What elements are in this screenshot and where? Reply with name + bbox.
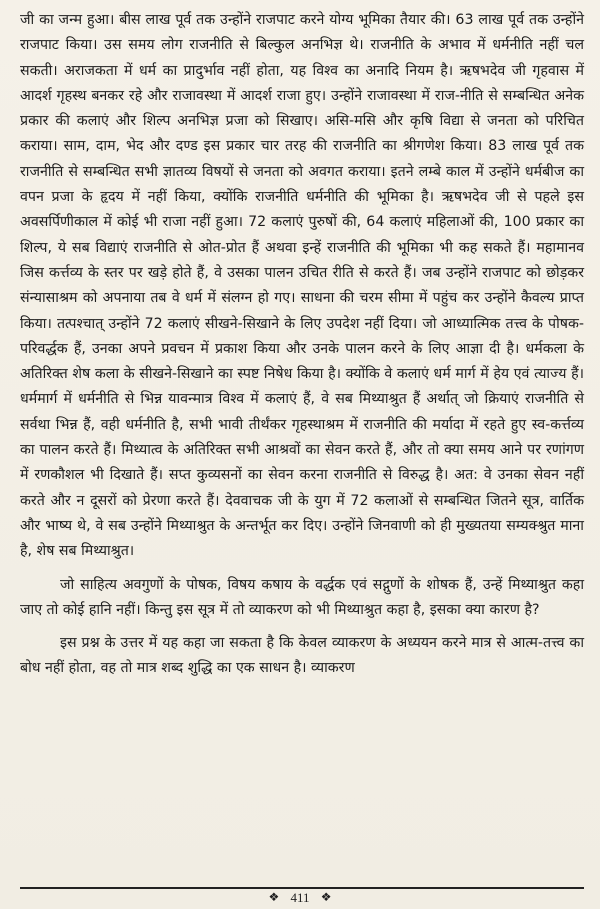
page-number: 411 [290, 890, 310, 905]
page-footer [0, 888, 600, 907]
paragraph-question: जो साहित्य अवगुणों के पोषक, विषय कषाय के वर्द्धक एवं सद्गुणों के शोषक हैं, उन्हें मिथ्याश्रुत कहा जाए तो कोई हानि नहीं। किन्तु इस सूत्र में तो व्याकरण को भी मिथ्याश्रुत कहा है, इसका क्या कारण है? [20, 576, 584, 618]
paragraph-continued-text: जी का जन्म हुआ। बीस लाख पूर्व तक उन्होंने राजपाट करने योग्य भूमिका तैयार की। 63 लाख पूर्व तक उन्होंने राजपाट किया। उस समय लोग राजनीति से बिल्कुल अनभिज्ञ थे। राजनीति के अभाव में धर्मनीति नहीं चल सकती। अराजकता में धर्म का प्रादुर्भाव नहीं होता, यह विश्व का अनादि नियम है। ऋषभदेव जी गृहवास में आदर्श गृहस्थ बनकर रहे और राजावस्था में आदर्श राजा हुए। उन्होंने राजावस्था में राज-नीति से सम्बन्धित अनेक प्रकार की कलाएं और शिल्प अनभिज्ञ प्रजा को सिखाए। असि-मसि और कृषि विद्या से जनता को परिचित कराया। साम, दाम, भेद और दण्ड इस प्रकार चार तरह की राजनीति का श्रीगणेश किया। 83 लाख पूर्व तक राजनीति से सम्बन्धित सभी ज्ञातव्य विषयों से जनता को अवगत कराया। इतने लम्बे काल में उन्होंने धर्मबीज का वपन प्रजा के हृदय में नहीं किया, क्योंकि राजनीति धर्मनीति की भूमिका है। ऋषभदेव जी से पहले इस अवसर्पिणीकाल में कोई भी राजा नहीं हुआ। 72 कलाएं पुरुषों की, 64 कलाएं महिलाओं की, 100 प्रकार का शिल्प, ये सब विद्याएं राजनीति से ओत-प्रोत हैं अथवा इन्हें राजनीति की भूमिका भी कह सकते हैं। महामानव जिस कर्त्तव्य के स्तर पर खड़े होते हैं, वे उसका पालन उचित रीति से करते हैं। जब उन्होंने राजपाट को छोड़कर संन्यासाश्रम को अपनाया तब वे धर्म में संलग्न हो गए। साधना की चरम सीमा में पहुंच कर उन्होंने कैवल्य प्राप्त किया। तत्पश्चात् उन्होंने 72 कलाएं सीखने-सिखाने के लिए उपदेश नहीं दिया। जो आध्यात्मिक तत्त्व के पोषक-परिवर्द्धक हैं, उनका अपने प्रवचन में प्रकाश किया और उनके पालन करने के लिए आज्ञा दी है। धर्मकला के अतिरिक्त शेष कला के सीखने-सिखाने का स्पष्ट निषेध किया है। क्योंकि वे कलाएं धर्म मार्ग में हेय एवं त्याज्य हैं। धर्ममार्ग में धर्मनीति से भिन्न यावन्मात्र विश्व में कलाएं हैं, वे सब मिथ्याश्रुत हैं अर्थात् जो क्रियाएं राजनीति से सर्वथा भिन्न हैं, वही धर्मनीति है, सभी भावी तीर्थंकर गृहस्थाश्रम में राजनीति की मर्यादा में रहते हुए स्व-कर्त्तव्य का पालन करते हैं। मिथ्यात्व के अतिरिक्त सभी आश्रवों का सेवन करते हैं, और तो क्या समय आने पर रणांगण में रणकौशल भी दिखाते हैं। सप्त कुव्यसनों का सेवन करना राजनीति से विरुद्ध है। अत: वे उनका सेवन नहीं करते और न दूसरों को प्रेरणा करते हैं। देववाचक जी के युग में 72 कलाओं से सम्बन्धित जितने सूत्र, वार्तिक और भाष्य थे, वे सब उन्होंने मिथ्याश्रुत के अन्तर्भूत कर दिए। उन्होंने जिनवाणी को ही मुख्यतया सम्यक्श्रुत माना है, शेष सब मिथ्याश्रुत। [20, 12, 584, 560]
paragraph-answer: इस प्रश्न के उत्तर में यह कहा जा सकता है कि केवल व्याकरण के अध्ययन करने मात्र से आत्म-तत्त्व का बोध नहीं होता, वह तो मात्र शब्द शुद्धि का एक साधन है। व्याकरण [20, 635, 584, 677]
ornament-left-icon: ❖ [268, 890, 280, 904]
ornament-right-icon: ❖ [320, 890, 332, 904]
